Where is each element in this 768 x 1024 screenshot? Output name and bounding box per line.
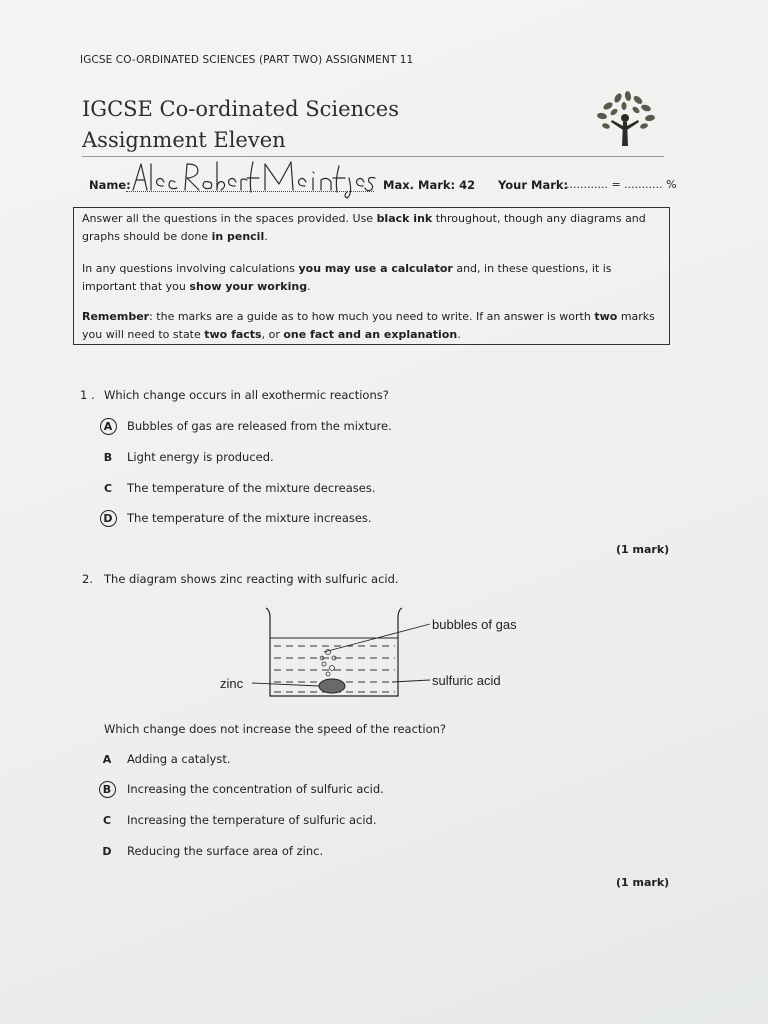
- q2-option-c-text: Increasing the temperature of sulfuric acid.: [127, 813, 377, 827]
- q1-option-c-letter: C: [103, 482, 113, 495]
- q1-option-a-letter: A: [103, 420, 113, 433]
- q2-mark-allocation: (1 mark): [616, 876, 670, 889]
- diagram-label-zinc: zinc: [220, 676, 244, 691]
- question-2-number: 2.: [82, 572, 93, 586]
- q1-option-b-text: Light energy is produced.: [127, 450, 274, 464]
- instruction-paragraph-1: Answer all the questions in the spaces provided. Use black ink throughout, though any diagrams and graphs should be done in pencil.: [82, 212, 646, 243]
- diagram-label-gas: bubbles of gas: [432, 617, 517, 632]
- q1-option-c-text: The temperature of the mixture decreases.: [127, 481, 376, 495]
- q2-option-a-text: Adding a catalyst.: [127, 752, 231, 766]
- page-title-line-1: IGCSE Co-ordinated Sciences: [82, 97, 399, 121]
- q2-option-d-letter: D: [102, 845, 112, 858]
- your-mark-blank: ............ = ........... %: [566, 178, 677, 191]
- q1-option-a-text: Bubbles of gas are released from the mixture.: [127, 419, 392, 433]
- q1-option-d-text: The temperature of the mixture increases.: [127, 511, 372, 525]
- handwritten-name-signature: [131, 158, 376, 200]
- page-title-line-2: Assignment Eleven: [82, 128, 286, 152]
- your-mark-label: Your Mark:: [498, 178, 569, 192]
- q1-option-d-letter: D: [103, 512, 113, 525]
- tree-logo-icon: [594, 88, 656, 152]
- q2-option-c-letter: C: [102, 814, 112, 827]
- q2-option-a-letter: A: [102, 753, 112, 766]
- q1-mark-allocation: (1 mark): [616, 543, 670, 556]
- name-label: Name:: [89, 178, 131, 192]
- instruction-paragraph-2: In any questions involving calculations you may use a calculator and, in these questions, it is important that you show your working.: [82, 262, 612, 293]
- q2-option-b-text: Increasing the concentration of sulfuric acid.: [127, 782, 384, 796]
- q1-option-b-letter: B: [103, 451, 113, 464]
- question-1-number: 1 .: [80, 388, 95, 402]
- course-header: IGCSE CO-ORDINATED SCIENCES (PART TWO) ASSIGNMENT 11: [80, 54, 414, 66]
- q2-option-d-text: Reducing the surface area of zinc.: [127, 844, 324, 858]
- zinc-acid-beaker-diagram: [210, 606, 540, 706]
- question-1-text: Which change occurs in all exothermic reactions?: [104, 388, 389, 402]
- title-divider: [82, 156, 664, 157]
- q2-option-b-letter: B: [102, 783, 112, 796]
- instruction-paragraph-3: Remember: the marks are a guide as to how much you need to write. If an answer is worth two marks you will need to state two facts, or one fact and an explanation.: [82, 310, 655, 341]
- diagram-label-acid: sulfuric acid: [432, 673, 501, 688]
- max-mark-label: Max. Mark: 42: [383, 178, 476, 192]
- question-2-subquestion: Which change does not increase the speed of the reaction?: [104, 722, 447, 736]
- question-2-text: The diagram shows zinc reacting with sulfuric acid.: [104, 572, 399, 586]
